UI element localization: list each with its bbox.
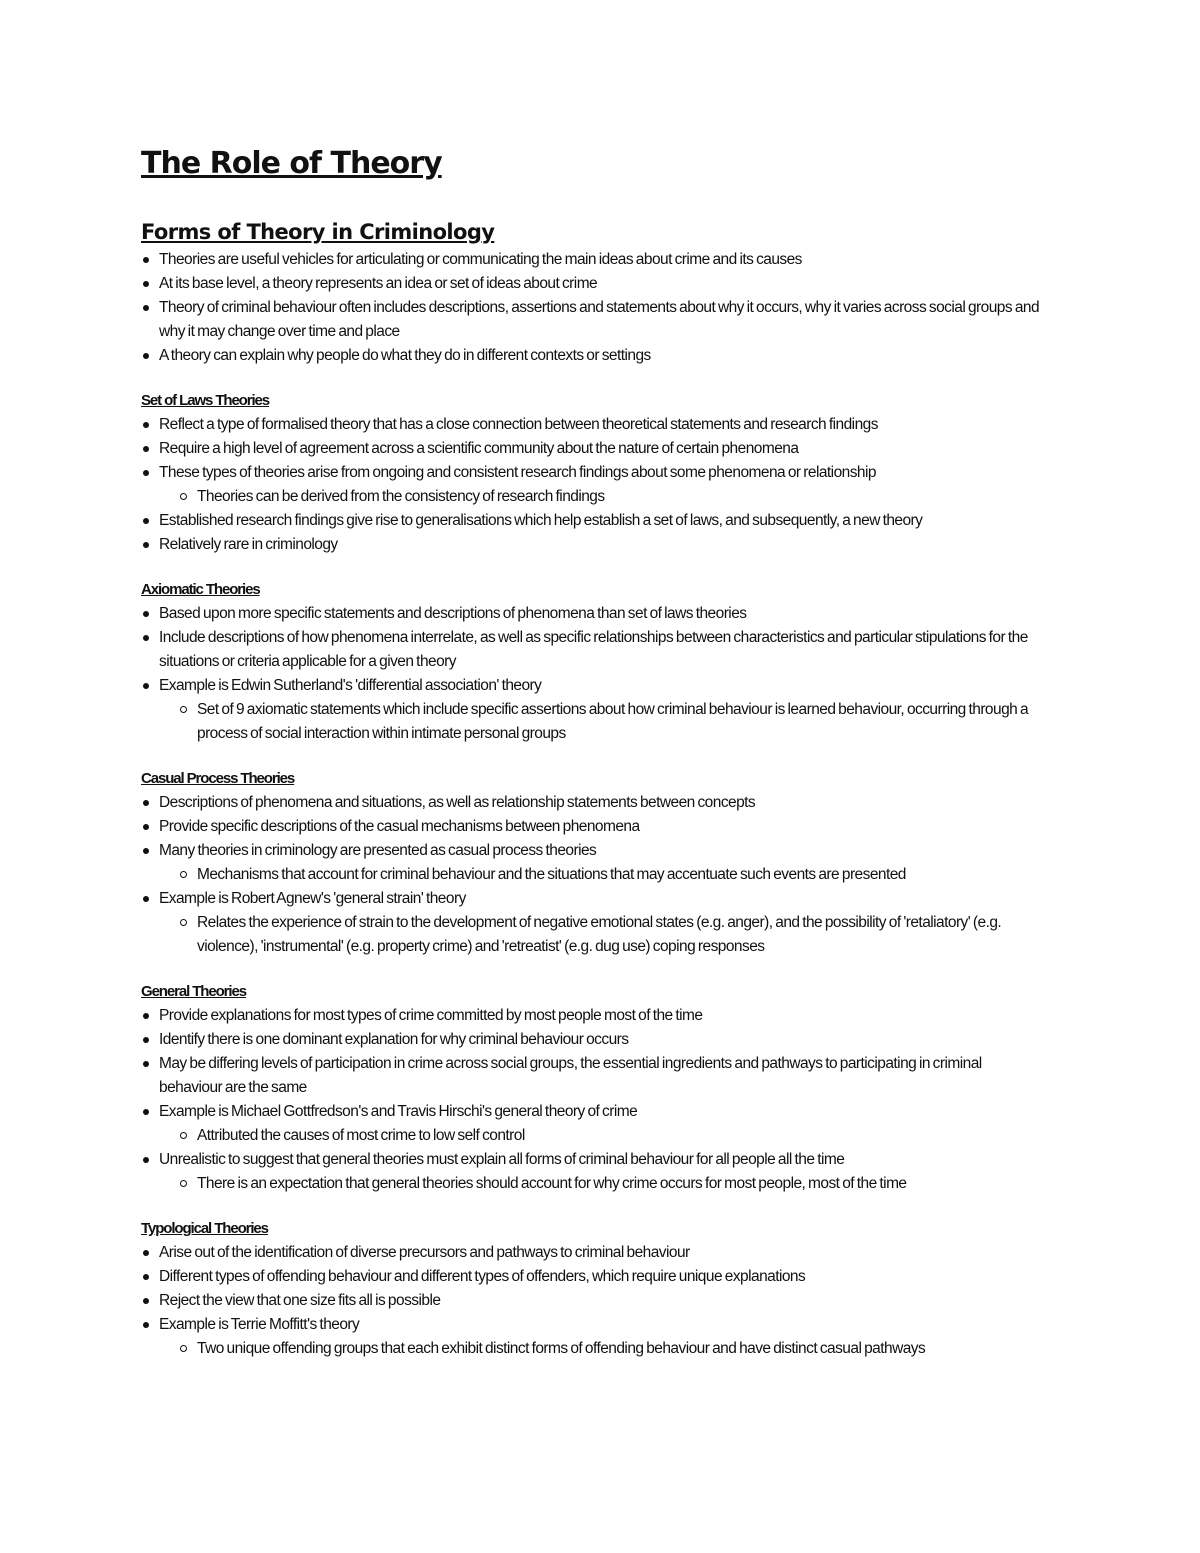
- list-item-text: Identify there is one dominant explanation for why criminal behaviour occurs: [159, 1031, 629, 1048]
- list-item-text: Provide specific descriptions of the casual mechanisms between phenomena: [159, 818, 640, 835]
- hollow-bullet-icon: [180, 871, 187, 878]
- section-heading: Casual Process Theories: [141, 770, 295, 787]
- theory-section: [141, 389, 1041, 557]
- list-item-text: May be differing levels of participation in crime across social groups, the essential ingredients and pathways to participating in criminal behaviour are the same: [159, 1055, 982, 1096]
- bullet-icon: [143, 542, 149, 548]
- list-item: [141, 272, 1041, 296]
- list-item-text: Reflect a type of formalised theory that has a close connection between theoretical statements and research findings: [159, 416, 878, 433]
- list-item: [141, 791, 1041, 815]
- list-item: [141, 461, 1041, 509]
- list-item-text: Example is Terrie Moffitt's theory: [159, 1316, 360, 1333]
- sub-list-item: [141, 863, 1041, 887]
- section-heading: Axiomatic Theories: [141, 581, 260, 598]
- list-item-text: Provide explanations for most types of crime committed by most people most of the time: [159, 1007, 703, 1024]
- section-list: [141, 1004, 1041, 1196]
- list-item-text: Relatively rare in criminology: [159, 536, 338, 553]
- sub-list: [159, 485, 1041, 509]
- section-list: [141, 602, 1041, 746]
- intro-list: [141, 248, 1041, 368]
- list-item-text: Theory of criminal behaviour often includes descriptions, assertions and statements about why it occurs, why it varies across social groups and why it may change over time and place: [159, 299, 1040, 340]
- list-item: [141, 1289, 1041, 1313]
- theory-section: [141, 578, 1041, 746]
- list-item: [141, 1052, 1041, 1100]
- hollow-bullet-icon: [180, 493, 187, 500]
- bullet-icon: [143, 683, 149, 689]
- list-item-text: A theory can explain why people do what they do in different contexts or settings: [159, 347, 651, 364]
- document-page: [141, 144, 1041, 1382]
- sub-list: [159, 1124, 1041, 1148]
- sub-list: [159, 863, 1041, 887]
- list-item: [141, 887, 1041, 959]
- bullet-icon: [143, 518, 149, 524]
- hollow-bullet-icon: [180, 1132, 187, 1139]
- bullet-icon: [143, 635, 149, 641]
- main-heading: Forms of Theory in Criminology: [141, 220, 495, 244]
- page-title: The Role of Theory: [141, 146, 442, 181]
- list-item: [141, 296, 1041, 344]
- sub-list-item-text: Attributed the causes of most crime to low self control: [197, 1127, 525, 1144]
- hollow-bullet-icon: [180, 919, 187, 926]
- sub-list-item-text: Set of 9 axiomatic statements which include specific assertions about how criminal behaviour is learned behaviour, occurring through a process of social interaction within intimate personal groups: [197, 701, 1029, 742]
- sub-list: [159, 698, 1041, 746]
- section-list: [141, 1241, 1041, 1361]
- list-item-text: At its base level, a theory represents an idea or set of ideas about crime: [159, 275, 598, 292]
- hollow-bullet-icon: [180, 706, 187, 713]
- bullet-icon: [143, 1157, 149, 1163]
- list-item-text: Example is Michael Gottfredson's and Travis Hirschi's general theory of crime: [159, 1103, 638, 1120]
- bullet-icon: [143, 257, 149, 263]
- theory-section: [141, 1217, 1041, 1361]
- list-item-text: Established research findings give rise to generalisations which help establish a set of laws, and subsequently, a new theory: [159, 512, 923, 529]
- bullet-icon: [143, 896, 149, 902]
- bullet-icon: [143, 1061, 149, 1067]
- hollow-bullet-icon: [180, 1180, 187, 1187]
- list-item: [141, 839, 1041, 887]
- list-item-text: Unrealistic to suggest that general theories must explain all forms of criminal behaviour for all people all the time: [159, 1151, 845, 1168]
- list-item-text: Based upon more specific statements and descriptions of phenomena than set of laws theories: [159, 605, 747, 622]
- bullet-icon: [143, 281, 149, 287]
- list-item: [141, 1148, 1041, 1196]
- intro-section: [141, 218, 1041, 368]
- bullet-icon: [143, 848, 149, 854]
- bullet-icon: [143, 611, 149, 617]
- bullet-icon: [143, 1322, 149, 1328]
- list-item: [141, 815, 1041, 839]
- sub-list: [159, 911, 1041, 959]
- bullet-icon: [143, 824, 149, 830]
- sub-list: [159, 1172, 1041, 1196]
- sub-list-item-text: Two unique offending groups that each exhibit distinct forms of offending behaviour and have distinct casual pathways: [197, 1340, 926, 1357]
- sub-list-item-text: There is an expectation that general theories should account for why crime occurs for most people, most of the time: [197, 1175, 907, 1192]
- list-item-text: Example is Robert Agnew's 'general strain' theory: [159, 890, 466, 907]
- sub-list-item: [141, 911, 1041, 959]
- bullet-icon: [143, 1109, 149, 1115]
- list-item: [141, 533, 1041, 557]
- section-heading: Set of Laws Theories: [141, 392, 270, 409]
- bullet-icon: [143, 305, 149, 311]
- sub-list-item: [141, 698, 1041, 746]
- hollow-bullet-icon: [180, 1345, 187, 1352]
- section-list: [141, 791, 1041, 959]
- list-item-text: Reject the view that one size fits all is possible: [159, 1292, 441, 1309]
- list-item: [141, 344, 1041, 368]
- sub-list-item-text: Theories can be derived from the consistency of research findings: [197, 488, 605, 505]
- list-item: [141, 1265, 1041, 1289]
- bullet-icon: [143, 1274, 149, 1280]
- bullet-icon: [143, 353, 149, 359]
- list-item: [141, 413, 1041, 437]
- list-item: [141, 1241, 1041, 1265]
- list-item-text: Theories are useful vehicles for articulating or communicating the main ideas about crime and its causes: [159, 251, 802, 268]
- list-item: [141, 248, 1041, 272]
- sub-list-item: [141, 1337, 1041, 1361]
- section-heading: General Theories: [141, 983, 246, 1000]
- list-item-text: Include descriptions of how phenomena interrelate, as well as specific relationships between characteristics and particular stipulations for the situations or criteria applicable for a given theory: [159, 629, 1028, 670]
- list-item: [141, 1004, 1041, 1028]
- theory-section: [141, 980, 1041, 1196]
- bullet-icon: [143, 1250, 149, 1256]
- list-item-text: Many theories in criminology are presented as casual process theories: [159, 842, 597, 859]
- sub-list-item: [141, 1172, 1041, 1196]
- bullet-icon: [143, 422, 149, 428]
- list-item-text: Descriptions of phenomena and situations, as well as relationship statements between concepts: [159, 794, 756, 811]
- section-list: [141, 413, 1041, 557]
- theory-sections: [141, 389, 1041, 1361]
- list-item-text: These types of theories arise from ongoing and consistent research findings about some phenomena or relationship: [159, 464, 876, 481]
- list-item: [141, 626, 1041, 674]
- list-item: [141, 1100, 1041, 1148]
- list-item: [141, 602, 1041, 626]
- list-item-text: Example is Edwin Sutherland's 'differential association' theory: [159, 677, 542, 694]
- list-item: [141, 1028, 1041, 1052]
- bullet-icon: [143, 1013, 149, 1019]
- sub-list-item: [141, 1124, 1041, 1148]
- sub-list-item: [141, 485, 1041, 509]
- bullet-icon: [143, 446, 149, 452]
- list-item-text: Different types of offending behaviour and different types of offenders, which require unique explanations: [159, 1268, 806, 1285]
- list-item: [141, 674, 1041, 746]
- bullet-icon: [143, 470, 149, 476]
- sub-list-item-text: Relates the experience of strain to the development of negative emotional states (e.g. anger), and the possibility of 'retaliatory' (e.g. violence), 'instrumental' (e.g. property crime) and 'retreatist' (e.g. dug use) coping responses: [197, 914, 1002, 955]
- sub-list: [159, 1337, 1041, 1361]
- bullet-icon: [143, 800, 149, 806]
- list-item-text: Require a high level of agreement across a scientific community about the nature of certain phenomena: [159, 440, 799, 457]
- list-item: [141, 437, 1041, 461]
- section-heading: Typological Theories: [141, 1220, 268, 1237]
- theory-section: [141, 767, 1041, 959]
- bullet-icon: [143, 1037, 149, 1043]
- list-item: [141, 1313, 1041, 1361]
- list-item-text: Arise out of the identification of diverse precursors and pathways to criminal behaviour: [159, 1244, 690, 1261]
- sub-list-item-text: Mechanisms that account for criminal behaviour and the situations that may accentuate such events are presented: [197, 866, 906, 883]
- bullet-icon: [143, 1298, 149, 1304]
- list-item: [141, 509, 1041, 533]
